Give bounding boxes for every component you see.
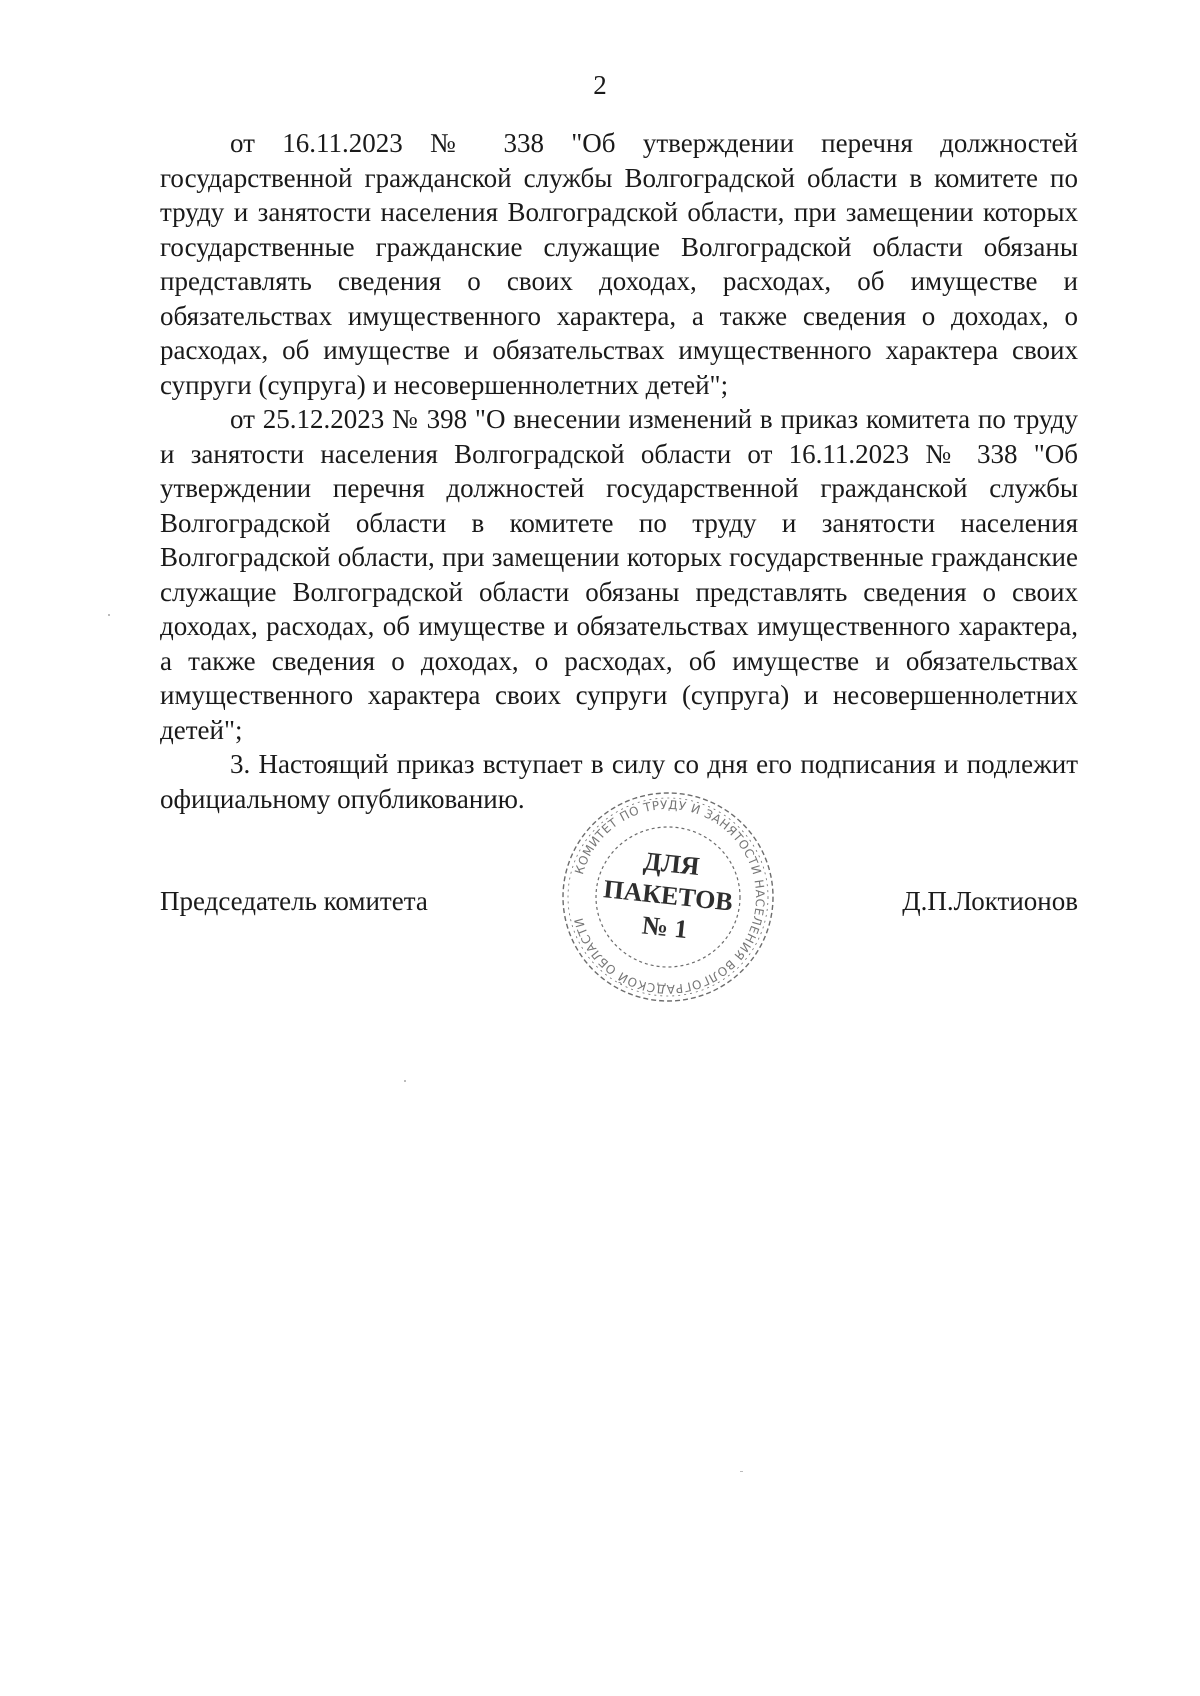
signatory-name: Д.П.Локтионов — [902, 886, 1078, 916]
document-body — [160, 126, 1078, 816]
seal-center-line-3: № 1 — [640, 910, 690, 945]
seal-ring-text: КОМИТЕТ ПО ТРУДУ И ЗАНЯТОСТИ НАСЕЛЕНИЯ ВОЛГОГРАДСКОЙ ОБЛАСТИ — [571, 797, 768, 997]
seal-center-line-2: ПАКЕТОВ — [602, 874, 735, 917]
scan-speck — [740, 1471, 743, 1472]
seal-center-line-1: ДЛЯ — [642, 846, 701, 882]
paragraph-order-338: от 16.11.2023 № 338 "Об утверждении перечня должностей государственной гражданской службы Волгоградской области в комитете по труду и занятости населения Волгоградской области, при замещении которых государственные гражданские служащие Волгоградской области обязаны представлять сведения о своих доходах, расходах, об имуществе и обязательствах имущественного характера, а также сведения о доходах, о расходах, об имуществе и обязательствах имущественного характера своих супруги (супруга) и несовершеннолетних детей"; — [160, 128, 1078, 400]
seal-graphic — [548, 782, 788, 1012]
paragraph-order-398: от 25.12.2023 № 398 "О внесении изменений в приказ комитета по труду и занятости населения Волгоградской области от 16.11.2023 № 338 "Об утверждении перечня должностей государственной гражданской службы Волгоградской области в комитете по труду и занятости населения Волгоградской области, при замещении которых государственные гражданские служащие Волгоградской области обязаны представлять сведения о своих доходах, расходах, об имуществе и обязательствах имущественного характера, а также сведения о доходах, о расходах, об имуществе и обязательствах имущественного характера своих супруги (супруга) и несовершеннолетних детей"; — [160, 404, 1078, 745]
scan-speck — [404, 1080, 406, 1082]
official-seal — [548, 782, 788, 1012]
page-number: 2 — [593, 70, 607, 100]
scan-speck — [108, 614, 110, 616]
paragraph-clause-3: 3. Настоящий приказ вступает в силу со дня его подписания и подлежит официальному опубликованию. — [160, 749, 1078, 814]
signatory-position: Председатель комитета — [160, 886, 428, 916]
